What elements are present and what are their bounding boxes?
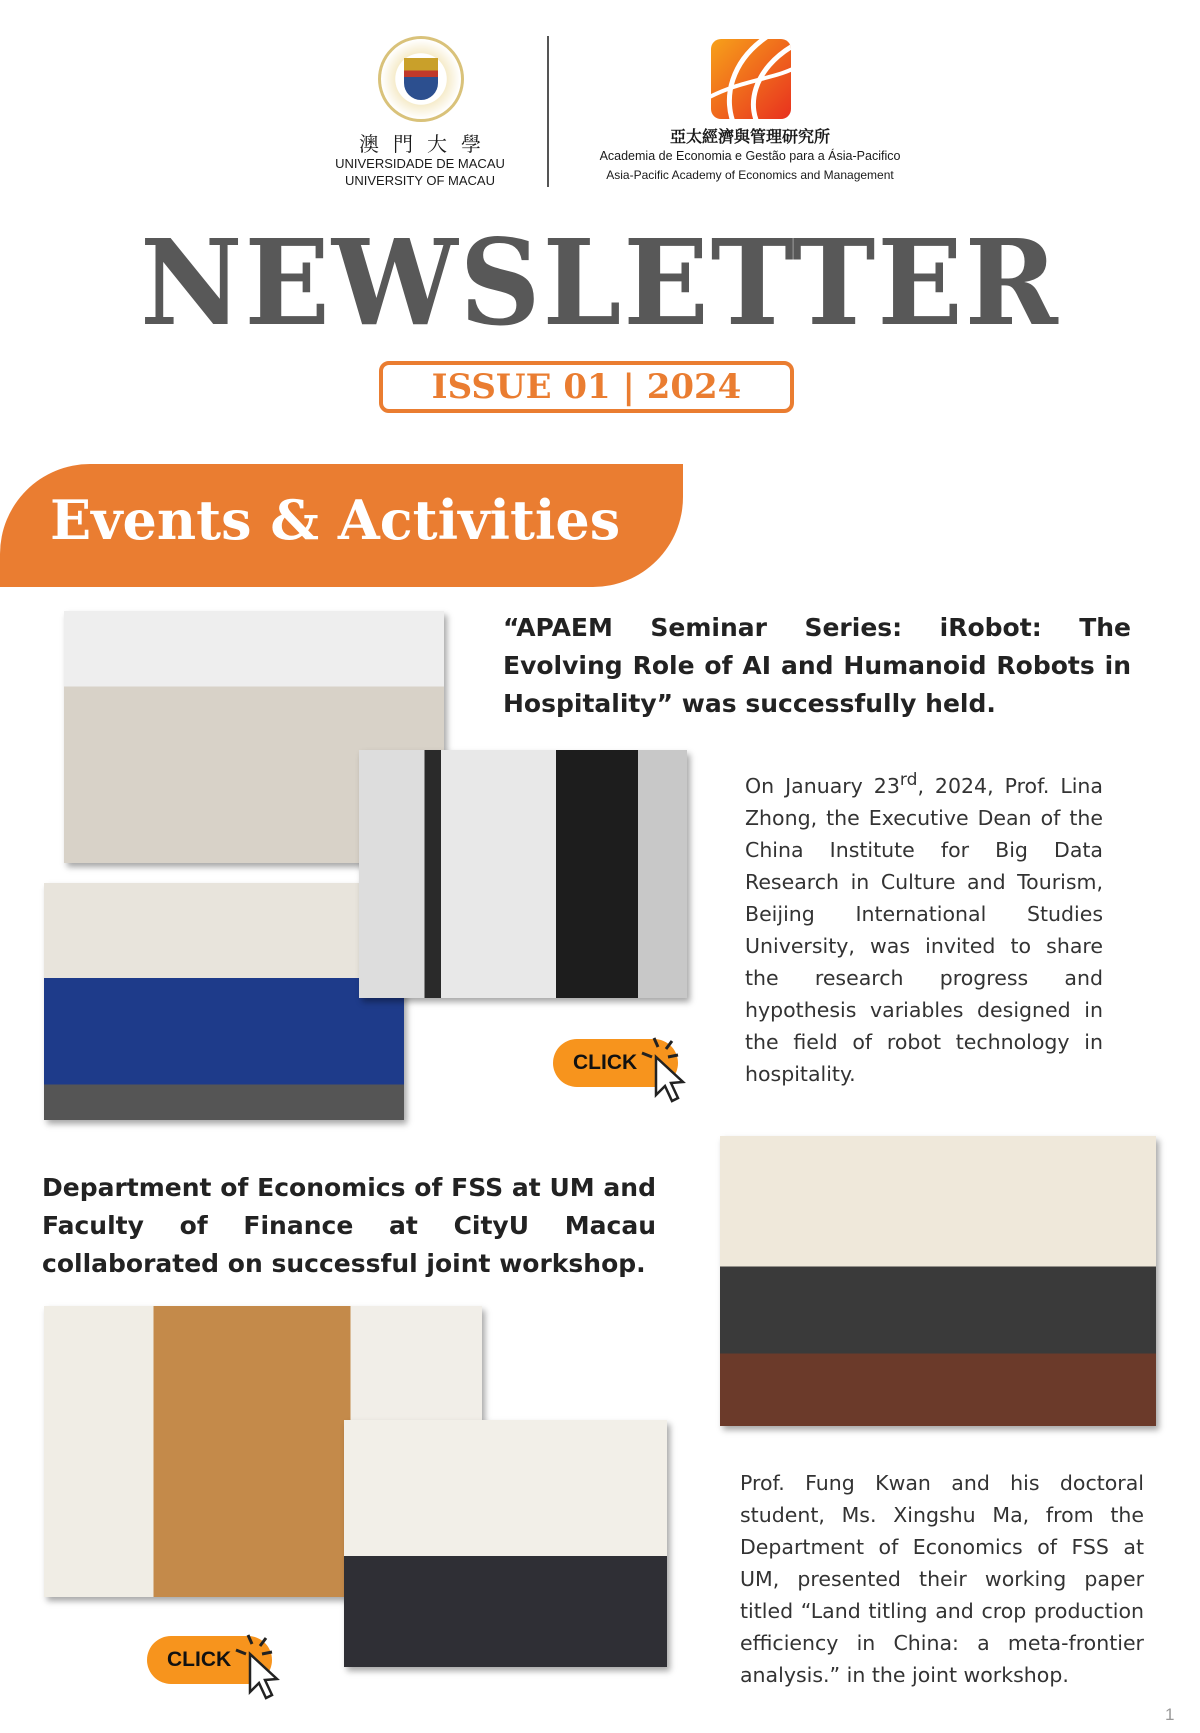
newsletter-title: NEWSLETTER [140, 214, 1060, 353]
article-1-headline: “APAEM Seminar Series: iRobot: The Evolving Role of AI and Humanoid Robots in Hospitality” was successfully held. [503, 613, 1131, 718]
apaem-logo [711, 39, 791, 119]
article-2-click-button[interactable] [147, 1628, 289, 1702]
student-presenting-photo [344, 1420, 667, 1667]
article-1-click-button[interactable] [553, 1031, 695, 1105]
um-name-chinese: 澳門大學 [359, 132, 495, 156]
section-banner [0, 464, 683, 587]
speaker-photo [359, 750, 687, 998]
um-name-english: UNIVERSITY OF MACAU [344, 173, 495, 188]
globe-icon [711, 39, 791, 119]
page-number: 1 [1165, 1705, 1175, 1724]
article-1-body [745, 764, 1103, 1090]
body-text: , 2024, Prof. Lina Zhong, the Executive Dean of the China Institute for Big Data Research in Culture and Tourism, Beijing International Studies University, was invited to share the research progress and hypothesis variables designed in the field of robot technology in hospitality. [745, 773, 1103, 1086]
apaem-name-english: Asia-Pacific Academy of Economics and Management [606, 168, 894, 182]
seminar-audience-photo [44, 883, 404, 1120]
um-name-portuguese: UNIVERSIDADE DE MACAU [335, 156, 505, 171]
article-2-body: Prof. Fung Kwan and his doctoral student, Ms. Xingshu Ma, from the Department of Economics of FSS at UM, presented their working paper titled “Land titling and crop production efficiency in China: a meta-frontier analysis.” in the joint workshop. [740, 1471, 1144, 1687]
issue-badge: ISSUE 01 | 2024 [379, 361, 794, 413]
workshop-meeting-photo [720, 1136, 1156, 1426]
logo-divider [547, 36, 549, 187]
section-title: Events & Activities [50, 488, 621, 552]
apaem-name-chinese: 亞太經濟與管理研究所 [669, 129, 830, 146]
body-superscript: rd [899, 770, 918, 790]
cursor-icon [638, 1035, 698, 1105]
apaem-name-portuguese: Academia de Economia e Gestão para a Ásia-Pacifico [599, 149, 901, 163]
click-label: CLICK [147, 1636, 272, 1684]
click-label: CLICK [553, 1039, 678, 1087]
body-text: On January 23 [745, 773, 900, 798]
crest-icon [404, 58, 438, 100]
article-2-headline: Department of Economics of FSS at UM and Faculty of Finance at CityU Macau collaborated on successful joint workshop. [42, 1173, 656, 1278]
university-of-macau-seal [378, 36, 464, 122]
cursor-icon [232, 1632, 292, 1702]
